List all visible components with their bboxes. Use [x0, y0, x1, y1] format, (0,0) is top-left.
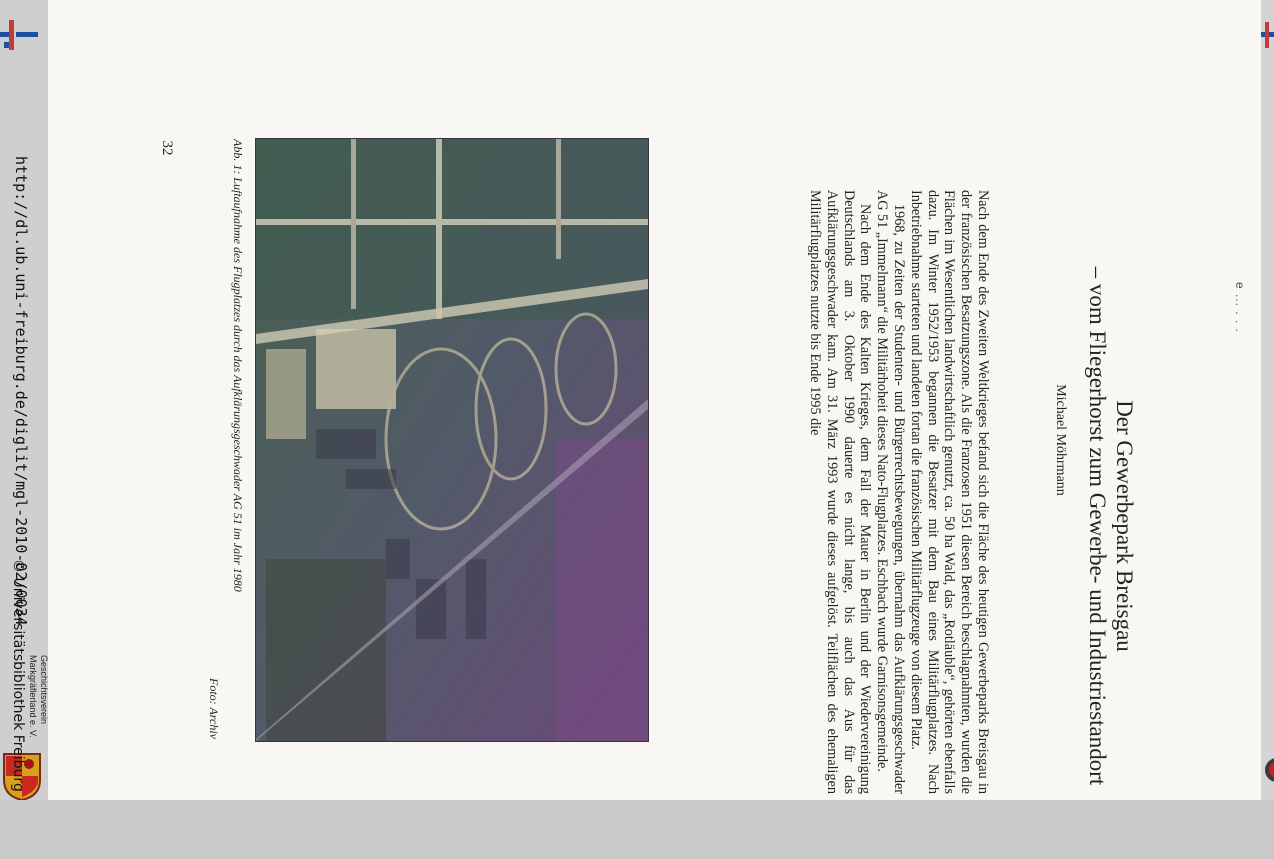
partial-seal-icon	[1261, 756, 1274, 796]
paragraph-1: Nach dem Ende des Zweiten Weltkrieges befand sich die Fläche des heutigen Gewerbeparks Breisgau in der französischen Besatzungszone. Als die Franzosen 1951 diesen Bereich beschlagnahmten, wurden die Flächen im Wesentlichen landwirtschaftlich genutzt, ca. 50 ha Wald, das „Rotläuble“, gehörten ebenfalls dazu. Im Winter 1952/1953 begannen die Besatzer mit dem Bau eines Militärflugplatzes. Nach Inbetriebnahme starteten und landeten fortan die französischen Militärflugzeuge von diesem Platz.	[907, 190, 991, 794]
page-number: 32	[159, 140, 175, 156]
paragraph-3: Nach dem Ende des Kalten Krieges, dem Fall der Mauer in Berlin und der Wiedervereinigung Deutschlands am 3. Oktober 1990 dauerte es nicht lange, bis auch das Aus für das Aufklärungsgeschwader kam. Am 31. März 1993 wurde dieses aufgelöst. Teilflächen des ehemaligen Militärflugplatzes nutzte bis Ende 1995 die	[807, 190, 874, 794]
cut-header-text: e ... . . .	[1233, 282, 1247, 334]
aerial-photo-image	[256, 139, 648, 741]
association-line-2: Markgräflerland e. V.	[28, 655, 38, 738]
copyright-notice: © Universitätsbibliothek Freiburg	[10, 559, 26, 792]
right-margin-bar	[1261, 0, 1274, 800]
aerial-photo	[255, 138, 649, 742]
body-text	[689, 190, 991, 794]
paragraph-2: 1968, zu Zeiten der Studenten- und Bürgerrechtsbewegungen, übernahm das Aufklärungsgeschwader AG 51 „Immelmann“ die Militärhoheit dieses Nato-Flugplatzes. Eschbach wurde Garnisonsgemeinde.	[874, 190, 908, 794]
association-line-1: Geschichtsverein	[39, 655, 49, 725]
title-line-1: Der Gewerbepark Breisgau	[1112, 400, 1137, 652]
uni-freiburg-logo-icon	[0, 14, 40, 54]
author: Michael Möhrmann	[1053, 384, 1068, 496]
title-line-2: – vom Fliegerhorst zum Gewerbe- und Industriestandort	[1085, 266, 1110, 786]
source-url[interactable]: http://dl.ub.uni-freiburg.de/diglit/mgl-2010-02/0034	[12, 156, 30, 626]
photo-credit: Foto: Archiv	[207, 678, 221, 739]
figure-caption: Abb. 1: Luftaufnahme des Flugplatzes durch das Aufklärungsgeschwader AG 51 im Jahr 1980	[231, 139, 245, 592]
article-title	[1082, 216, 1138, 836]
association-label	[25, 655, 49, 775]
uni-freiburg-logo-icon	[1261, 14, 1274, 54]
